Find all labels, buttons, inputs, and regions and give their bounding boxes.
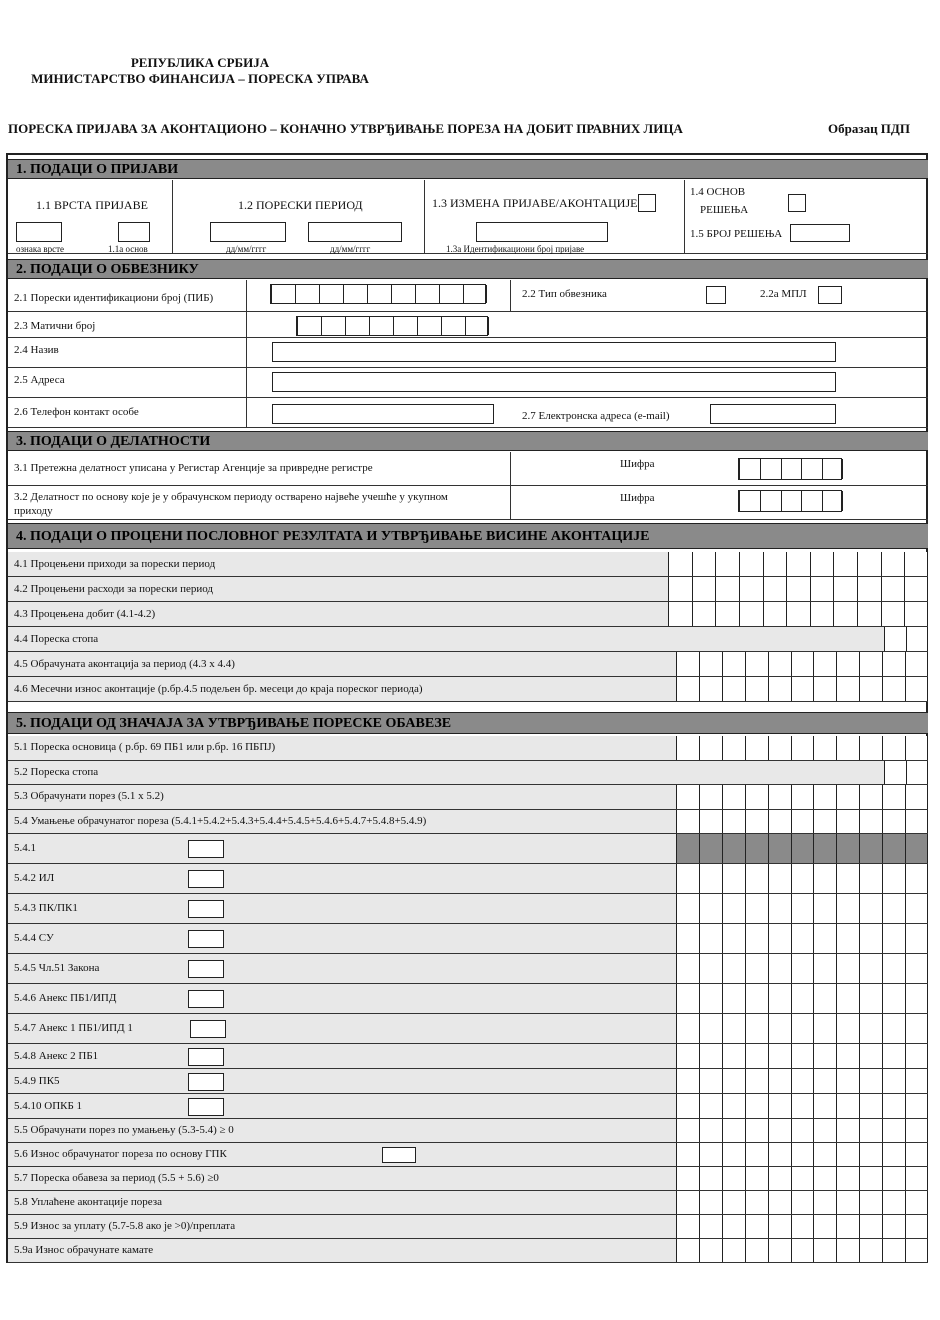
row-4-5-label: 4.5 Обрачуната аконтација за период (4.3 x 4.4) (14, 658, 235, 670)
label-2-2: 2.2 Тип обвезника (522, 288, 607, 300)
row-5-tail-5 (8, 1215, 928, 1239)
label-3-2a: 3.2 Делатност по основу које је у обрачунском периоду остварено највеће учешће у укупном (14, 491, 448, 503)
row-5-4-8-share-input[interactable] (188, 1048, 224, 1066)
mpl-input[interactable] (818, 286, 842, 304)
row-5-4-3-label: 5.4.3 ПК/ПК1 (14, 902, 78, 914)
row-5-tail-2-amount-input[interactable] (676, 1143, 928, 1166)
label-3-1: 3.1 Претежна делатност уписана у Регистар Агенције за привредне регистре (14, 462, 373, 474)
row-5-tail-1-label: 5.5 Обрачунати порез по умањењу (5.3-5.4) ≥ 0 (14, 1124, 234, 1136)
decision-number-input[interactable] (790, 224, 850, 242)
label-2-7: 2.7 Електронска адреса (e-mail) (522, 410, 670, 422)
row-5-2-amount-input[interactable] (884, 761, 928, 785)
label-code-3-1: Шифра (620, 458, 655, 470)
row-2-5 (8, 368, 928, 398)
row-5-tail-1-amount-input[interactable] (676, 1119, 928, 1142)
label-2-5: 2.5 Адреса (14, 374, 65, 386)
row-4-6-label: 4.6 Месечни износ аконтације (р.бр.4.5 подељен бр. месеци до краја пореског периода) (14, 683, 423, 695)
pib-input[interactable] (270, 284, 486, 304)
label-2-4: 2.4 Назив (14, 344, 59, 356)
row-4-3 (8, 602, 928, 627)
row-5-4-6-label: 5.4.6 Анекс ПБ1/ИПД (14, 992, 117, 1004)
row-5-4-label: 5.4 Умањење обрачунатог пореза (5.4.1+5.4.2+5.4.3+5.4.4+5.4.5+5.4.6+5.4.7+5.4.8+5.4.9) (14, 814, 427, 827)
address-input[interactable] (272, 372, 836, 392)
label-type-code: ознака врсте (16, 244, 65, 254)
row-4-4-amount-input[interactable] (884, 627, 928, 651)
row-5-2 (8, 761, 928, 786)
row-5-4-6 (8, 984, 928, 1014)
form-title: ПОРЕСКА ПРИЈАВА ЗА АКОНТАЦИОНО – КОНАЧНО УТВРЂИВАЊЕ ПОРЕЗА НА ДОБИТ ПРАВНИХ ЛИЦА (8, 121, 683, 136)
label-date-from: дд/мм/гггг (226, 244, 267, 254)
row-5-tail-5-label: 5.9 Износ за уплату (5.7-5.8 ако је >0)/преплата (14, 1220, 236, 1232)
row-5-tail-6-amount-input[interactable] (676, 1239, 928, 1262)
row-5-4-4 (8, 924, 928, 954)
row-5-4-9-share-input[interactable] (188, 1073, 224, 1091)
row-5-tail-1 (8, 1119, 928, 1143)
row-5-tail-6-label: 5.9а Износ обрачунате камате (14, 1244, 154, 1256)
report-type-input[interactable] (16, 222, 62, 242)
name-input[interactable] (272, 342, 836, 362)
row-2-4 (8, 338, 928, 368)
report-id-input[interactable] (476, 222, 608, 242)
row-4-1-label: 4.1 Процењени приходи за порески период (14, 558, 216, 570)
republic-name: РЕПУБЛИКА СРБИЈА (130, 55, 270, 70)
amendment-checkbox[interactable] (638, 194, 656, 212)
row-5-3 (8, 785, 928, 810)
row-5-4-8-label: 5.4.8 Анекс 2 ПБ1 (14, 1050, 99, 1062)
row-5-4-5-label: 5.4.5 Чл.51 Закона (14, 962, 100, 974)
row-4-4-label: 4.4 Пореска стопа (14, 633, 99, 645)
row-5-4-4-amount-input[interactable] (676, 924, 928, 953)
row-5-4-8 (8, 1044, 928, 1069)
row-4-6-amount-input[interactable] (676, 677, 928, 701)
row-4-2 (8, 577, 928, 602)
row-4-1 (8, 552, 928, 577)
report-basis-input[interactable] (118, 222, 150, 242)
section-2-title: 2. ПОДАЦИ О ОБВЕЗНИКУ (8, 259, 928, 279)
row-5-tail-3-label: 5.7 Пореска обавеза за период (5.5 + 5.6) ≥0 (14, 1172, 219, 1184)
row-5-4-9-label: 5.4.9 ПК5 (14, 1075, 60, 1087)
row-4-3-label: 4.3 Процењена добит (4.1-4.2) (14, 608, 156, 620)
row-5-4-2-share-input[interactable] (188, 870, 224, 888)
row-5-4-3-share-input[interactable] (188, 900, 224, 918)
row-5-4-2-amount-input[interactable] (676, 864, 928, 893)
row-5-4-1 (8, 834, 928, 864)
row-5-4-7-label: 5.4.7 Анекс 1 ПБ1/ИПД 1 (14, 1022, 133, 1034)
label-2-3: 2.3 Матични број (14, 320, 96, 332)
row-2-6 (8, 398, 928, 428)
row-5-4-8-amount-input[interactable] (676, 1044, 928, 1068)
label-1-4b: РЕШЕЊА (700, 204, 749, 216)
row-5-4-3 (8, 894, 928, 924)
label-2-2a: 2.2а МПЛ (760, 288, 807, 300)
form-code: Образац ПДП (828, 121, 910, 136)
row-5-4-6-amount-input[interactable] (676, 984, 928, 1013)
label-1-3: 1.3 ИЗМЕНА ПРИЈАВЕ/АКОНТАЦИЈЕ (432, 196, 638, 210)
row-5-4-5 (8, 954, 928, 984)
row-5-4-5-share-input[interactable] (188, 960, 224, 978)
taxpayer-type-input[interactable] (706, 286, 726, 304)
decision-basis-checkbox[interactable] (788, 194, 806, 212)
label-2-6: 2.6 Телефон контакт особе (14, 406, 139, 418)
row-4-6 (8, 677, 928, 702)
label-1-5: 1.5 БРОЈ РЕШЕЊА (690, 228, 783, 240)
row-5-4-5-amount-input[interactable] (676, 954, 928, 983)
label-1-1a: 1.1а основ (108, 244, 148, 254)
row-5-4-3-amount-input[interactable] (676, 894, 928, 923)
row-5-4-2 (8, 864, 928, 894)
row-5-1-amount-input[interactable] (676, 736, 928, 760)
row-5-4-9 (8, 1069, 928, 1094)
row-5-4-10-share-input[interactable] (188, 1098, 224, 1116)
row-5-4-4-share-input[interactable] (188, 930, 224, 948)
label-2-1: 2.1 Порески идентификациони број (ПИБ) (14, 292, 214, 304)
label-3-2b: приходу (14, 505, 53, 517)
period-from-input[interactable] (210, 222, 286, 242)
row-5-4-6-share-input[interactable] (188, 990, 224, 1008)
row-4-2-label: 4.2 Процењени расходи за порески период (14, 583, 214, 595)
row-5-4-4-label: 5.4.4 СУ (14, 932, 54, 944)
section-5-title: 5. ПОДАЦИ ОД ЗНАЧАЈА ЗА УТВРЂИВАЊЕ ПОРЕСКЕ ОБАВЕЗЕ (8, 712, 928, 734)
row-5-4-7 (8, 1014, 928, 1044)
row-5-tail-6 (8, 1239, 928, 1263)
row-4-4 (8, 627, 928, 652)
section-1-row (8, 180, 928, 254)
row-5-4-10-label: 5.4.10 ОПКБ 1 (14, 1100, 83, 1112)
section-4-title: 4. ПОДАЦИ О ПРОЦЕНИ ПОСЛОВНОГ РЕЗУЛТАТА И УТВРЂИВАЊЕ ВИСИНЕ АКОНТАЦИЈЕ (8, 523, 928, 549)
row-5-1-label: 5.1 Пореска основица ( р.бр. 69 ПБ1 или р.бр. 16 ПБПЈ) (14, 741, 276, 753)
row-3-1 (8, 452, 928, 486)
row-4-1-amount-input[interactable] (668, 552, 928, 576)
row-5-tail-5-amount-input[interactable] (676, 1215, 928, 1238)
label-1-4a: 1.4 ОСНОВ (690, 186, 746, 198)
label-code-3-2: Шифра (620, 492, 655, 504)
row-5-4-1-amount-input[interactable] (676, 834, 928, 863)
section-3-title: 3. ПОДАЦИ О ДЕЛАТНОСТИ (8, 431, 928, 451)
row-5-tail-3-amount-input[interactable] (676, 1167, 928, 1190)
activity-code-input[interactable] (738, 458, 842, 480)
row-5-4-7-amount-input[interactable] (676, 1014, 928, 1043)
row-5-tail-4 (8, 1191, 928, 1215)
row-5-tail-2-label: 5.6 Износ обрачунатог пореза по основу ГПК (14, 1148, 227, 1160)
row-4-5-amount-input[interactable] (676, 652, 928, 676)
row-5-4-10-amount-input[interactable] (676, 1094, 928, 1118)
row-2-1 (8, 280, 928, 312)
row-5-4-10 (8, 1094, 928, 1119)
row-5-4-7-share-input[interactable] (190, 1020, 226, 1038)
row-5-4 (8, 810, 928, 835)
row-5-tail-3 (8, 1167, 928, 1191)
row-5-4-1-share-input[interactable] (188, 840, 224, 858)
row-5-2-label: 5.2 Пореска стопа (14, 765, 99, 778)
label-date-to: дд/мм/гггг (330, 244, 371, 254)
row-5-1 (8, 736, 928, 761)
main-activity-code-input[interactable] (738, 490, 842, 512)
row-5-3-amount-input[interactable] (676, 785, 928, 809)
row-5-4-amount-input[interactable] (676, 810, 928, 834)
label-1-1: 1.1 ВРСТА ПРИЈАВЕ (36, 198, 148, 212)
row-5-4-2-label: 5.4.2 ИЛ (14, 872, 55, 884)
row-2-3 (8, 312, 928, 338)
row-4-2-amount-input[interactable] (668, 577, 928, 601)
gpk-input[interactable] (382, 1147, 416, 1163)
registration-number-input[interactable] (296, 316, 488, 336)
row-5-3-label: 5.3 Обрачунати порез (5.1 x 5.2) (14, 790, 164, 802)
row-5-tail-4-amount-input[interactable] (676, 1191, 928, 1214)
label-1-3a: 1.3а Идентификациони број пријаве (446, 244, 585, 254)
row-5-tail-4-label: 5.8 Уплаћене аконтације пореза (14, 1196, 162, 1208)
row-5-4-9-amount-input[interactable] (676, 1069, 928, 1093)
phone-input[interactable] (272, 404, 494, 424)
email-input[interactable] (710, 404, 836, 424)
label-1-2: 1.2 ПОРЕСКИ ПЕРИОД (238, 198, 363, 212)
row-4-5 (8, 652, 928, 677)
row-5-4-1-label: 5.4.1 (14, 842, 36, 854)
period-to-input[interactable] (308, 222, 402, 242)
ministry-name: МИНИСТАРСТВО ФИНАНСИЈА – ПОРЕСКА УПРАВА (31, 71, 369, 86)
section-1-title: 1. ПОДАЦИ О ПРИЈАВИ (8, 159, 928, 179)
row-4-3-amount-input[interactable] (668, 602, 928, 626)
row-5-tail-2 (8, 1143, 928, 1167)
row-3-2 (8, 486, 928, 520)
